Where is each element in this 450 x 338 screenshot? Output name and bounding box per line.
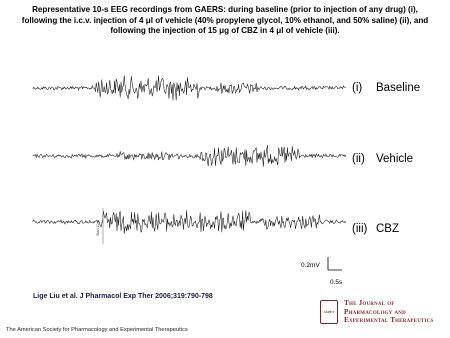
journal-logo	[320, 298, 445, 328]
journal-name-line: The Journal of	[344, 299, 395, 307]
trace-label-vehicle	[352, 153, 413, 165]
eeg-trace-baseline	[33, 75, 346, 100]
trace-label-number: (ii)	[352, 153, 365, 165]
eeg-trace-cbz	[33, 210, 346, 233]
scale-bar	[328, 257, 342, 270]
trace-label-baseline	[352, 82, 420, 94]
scale-bar-voltage-label: 0.2mV	[301, 262, 320, 269]
citation: Lige Liu et al. J Pharmacol Exp Ther 2006;319:790-798	[33, 293, 213, 300]
scale-bar-time-label: 0.5s	[330, 279, 343, 286]
trace-label-name: CBZ	[376, 223, 399, 235]
aspet-logo-icon: ASPET	[320, 300, 338, 324]
figure-title: Representative 10-s EEG recordings from GAERS: during baseline (prior to injection of any drug) (i), following the i.c.v. injection of 4 μl of vehicle (40% propylene glycol, 10% ethanol, and 50% saline) (ii), and following the injection of 15 μg of CBZ in 4 μl of vehicle (iii).	[21, 5, 429, 36]
trace-label-number: (i)	[352, 82, 363, 94]
trace-label-cbz	[352, 223, 399, 235]
injection-marker-text: Start 10:0	[96, 220, 100, 236]
journal-name	[344, 299, 434, 325]
journal-name-line: Experimental Therapeutics	[344, 316, 434, 325]
trace-label-number: (iii)	[352, 223, 368, 235]
journal-name-line: Pharmacology and	[344, 307, 406, 316]
eeg-trace-vehicle	[33, 145, 346, 167]
trace-label-name: Baseline	[376, 82, 421, 94]
footer-copyright: The American Society for Pharmacology and Experimental Therapeutics	[6, 327, 188, 333]
trace-label-name: Vehicle	[376, 153, 414, 165]
